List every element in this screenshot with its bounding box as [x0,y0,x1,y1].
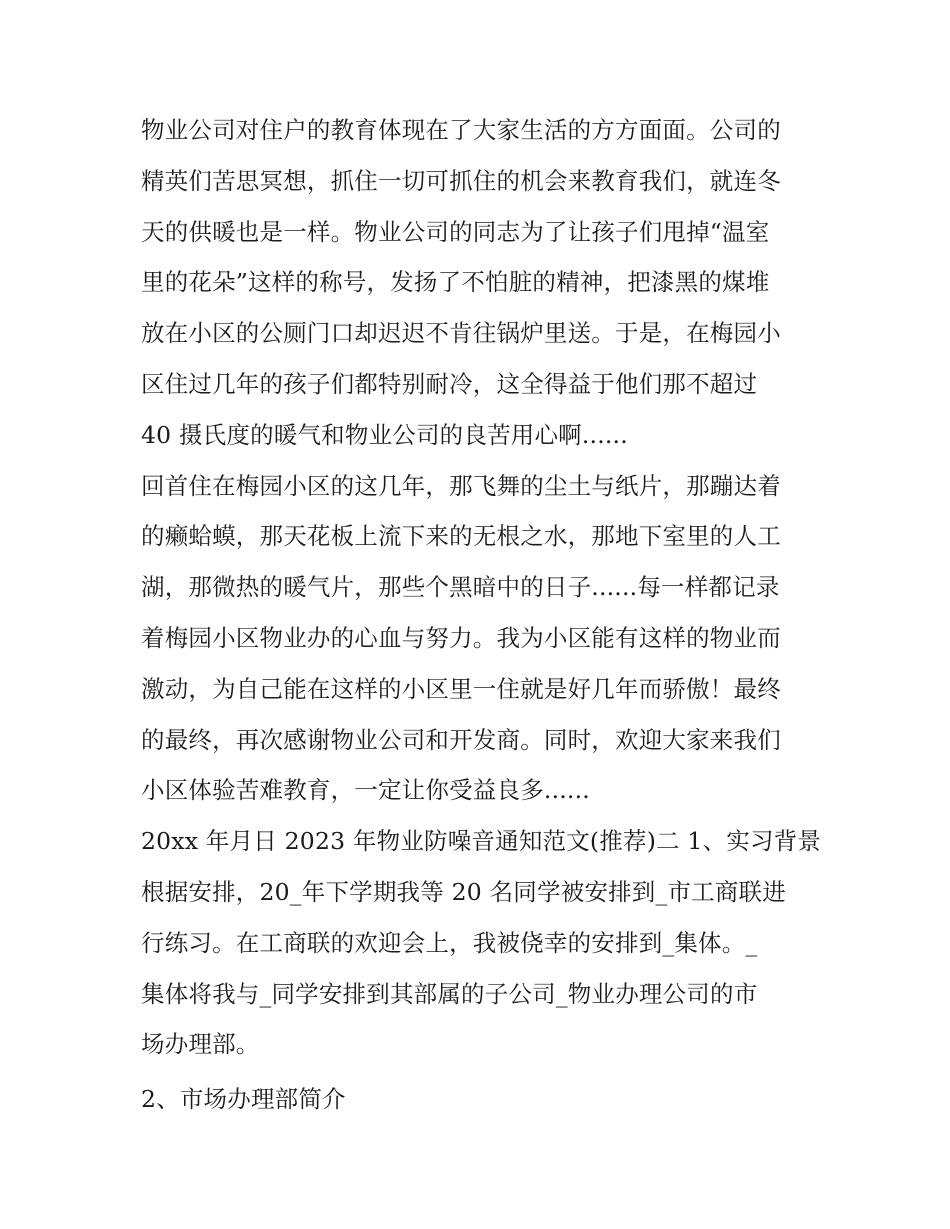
text-line: 放在小区的公厕门口却迟迟不肯往锅炉里送。于是，在梅园小 [141,319,781,348]
text-line: 40 摄氏度的暖气和物业公司的良苦用心啊...... [141,420,628,449]
text-line: 里的花朵”这样的称号，发扬了不怕脏的精神，把漆黑的煤堆 [141,268,770,297]
section-heading: 2、市场办理部简介 [141,1085,346,1114]
text-line: 根据安排，20_年下学期我等 20 名同学被安排到_市工商联进 [141,877,786,906]
document-body [141,105,821,1125]
text-line: 区住过几年的孩子们都特别耐冷，这全得益于他们那不超过 [141,369,758,398]
text-line: 小区体验苦难教育，一定让你受益良多...... [141,776,590,805]
text-line: 激动，为自己能在这样的小区里一住就是好几年而骄傲！最终 [141,674,781,703]
text-line: 集体将我与_同学安排到其部属的子公司_物业办理公司的市 [141,979,758,1008]
text-line: 的癞蛤蟆，那天花板上流下来的无根之水，那地下室里的人工 [141,522,781,551]
text-line: 着梅园小区物业办的心血与努力。我为小区能有这样的物业而 [141,623,781,652]
paragraph-looking-back [141,461,821,817]
text-line: 场办理部。 [141,1030,260,1059]
paragraph-internship-background [141,816,821,1070]
text-line: 行练习。在工商联的欢迎会上，我被侥幸的安排到_集体。_ [141,928,758,957]
paragraph-heating [141,105,821,461]
text-line: 湖，那微热的暖气片，那些个黑暗中的日子......每一样都记录 [141,573,780,602]
text-line: 精英们苦思冥想，抓住一切可抓住的机会来教育我们，就连冬 [141,166,781,195]
text-line: 物业公司对住户的教育体现在了大家生活的方方面面。公司的 [141,116,781,144]
text-line: 20xx 年月日 2023 年物业防噪音通知范文(推荐)二 1、实习背景 [141,827,822,856]
text-line: 的最终，再次感谢物业公司和开发商。同时，欢迎大家来我们 [141,725,781,754]
text-line: 天的供暖也是一样。物业公司的同志为了让孩子们甩掉“温室 [141,217,770,246]
text-line: 回首住在梅园小区的这几年，那飞舞的尘土与纸片，那蹦达着 [141,471,781,500]
